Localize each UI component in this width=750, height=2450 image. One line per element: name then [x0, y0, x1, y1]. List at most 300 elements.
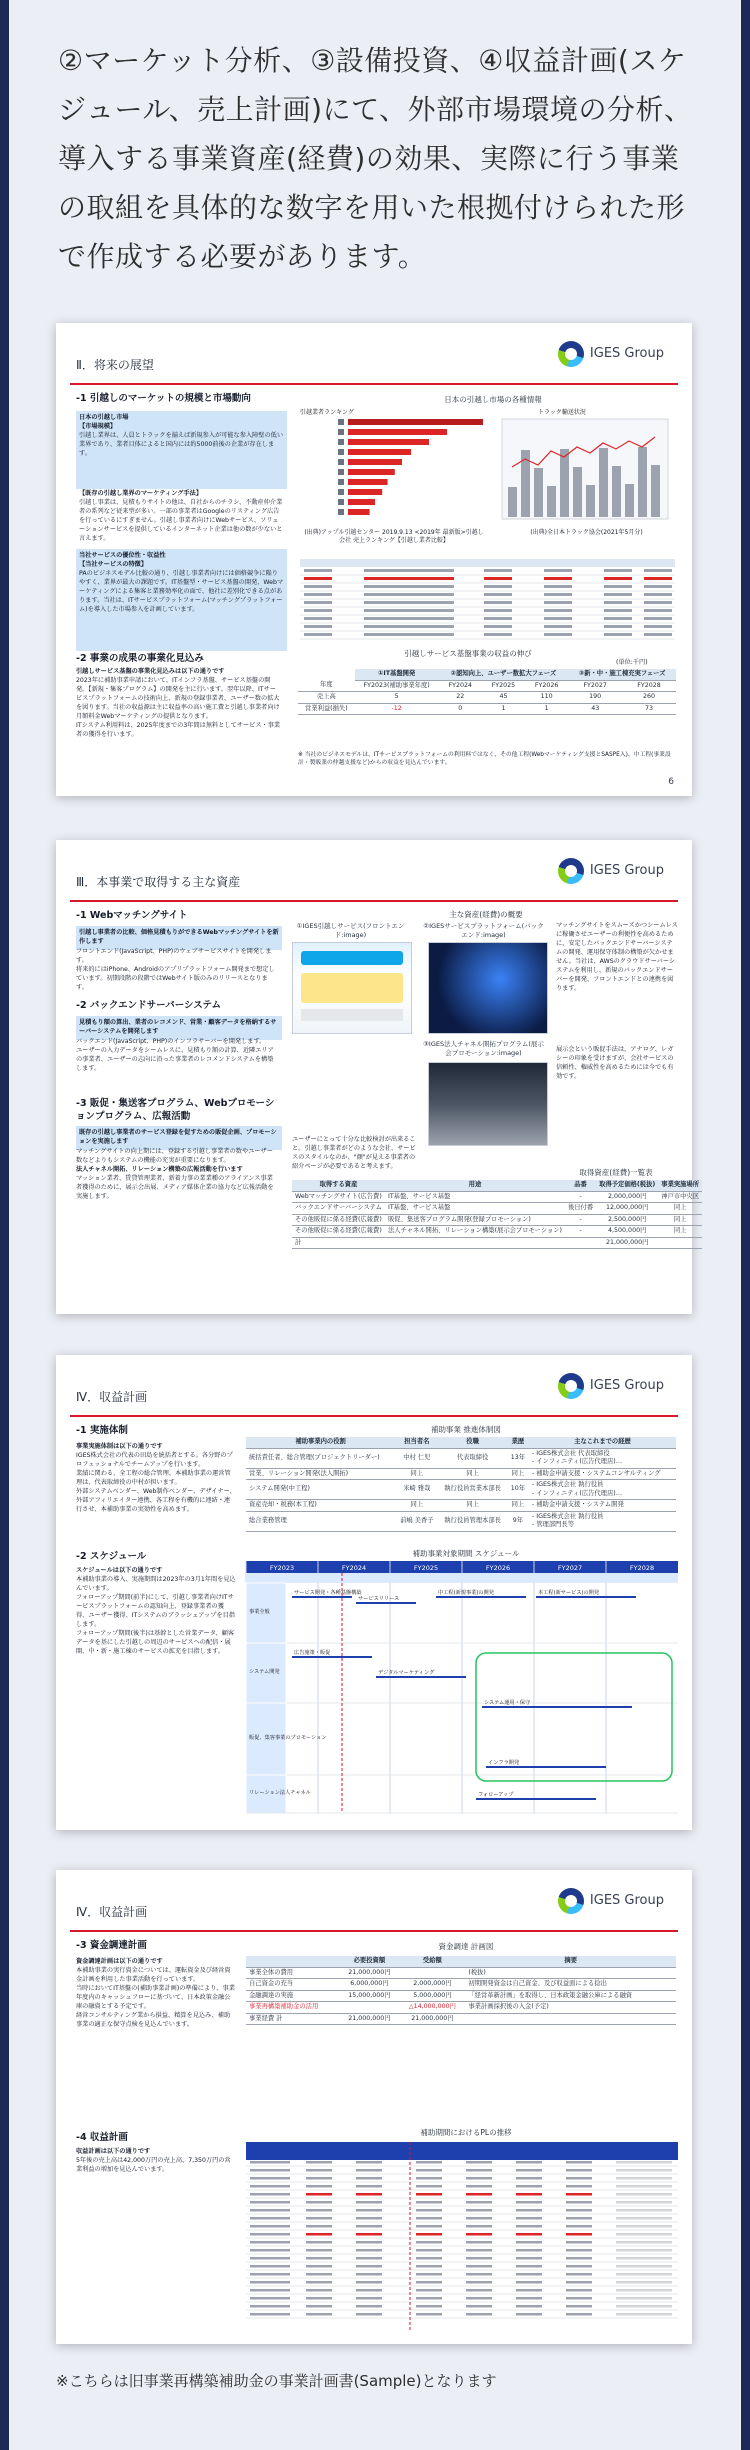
title-rule	[70, 383, 678, 385]
rank-bar	[348, 449, 411, 455]
pl-text-mark	[566, 2161, 592, 2164]
pl-title: 補助期間におけるPLの推移	[420, 2128, 512, 2137]
body: マッション業者、賃貸管理業者、新着力事の業業種のアライアンス事業者獲得のために、展示会出展、メディア媒体企業の協力など広報活動を実施します。	[76, 1174, 274, 1200]
header-row	[292, 1180, 702, 1191]
truck-bar	[534, 468, 543, 517]
pl-text-mark	[516, 2241, 542, 2244]
table-cell	[339, 2002, 399, 2014]
header-row	[298, 680, 676, 692]
pl-text-mark	[356, 2305, 382, 2308]
rank-label-mark	[338, 419, 344, 425]
table-cell: 21,000,000円	[596, 1237, 658, 1249]
pl-text-mark	[250, 2201, 290, 2204]
table-cell	[465, 2013, 676, 2025]
image-caption: ①IGES引越しサービス(フロントエンド:image)	[296, 922, 405, 939]
table-cell: - IGES株式会社 代表取締役 - インフィニティ(広告代理店)…	[529, 1448, 676, 1468]
pl-note-mark	[616, 2265, 672, 2268]
table-text-mark	[364, 609, 454, 612]
table-text-mark	[644, 569, 672, 572]
table-text-mark	[544, 577, 572, 580]
section-heading: -4 収益計画	[76, 2132, 128, 2143]
iges-logo-icon	[558, 1373, 584, 1399]
backend-image	[428, 942, 548, 1034]
table-cell: 2,500,000円	[596, 1214, 658, 1226]
page-title: Ⅳ．収益計画	[76, 1905, 148, 1919]
pl-text-mark	[250, 2313, 290, 2316]
table-text-mark	[644, 585, 672, 588]
body: IGES株式会社の代表の田島を統括者とする。各分野のプロフェッショナルでチームアップを行います。	[76, 1451, 233, 1468]
pl-note-mark	[616, 2297, 672, 2300]
table-cell: IT基盤、サービス基盤	[385, 1191, 565, 1203]
gantt-row-label: 販促、集客事業のプロモーション	[249, 1735, 327, 1741]
gantt-year: FY2027	[557, 1564, 583, 1572]
pl-text-mark	[566, 2289, 592, 2292]
pl-text-mark	[516, 2161, 542, 2164]
table-text-mark	[604, 585, 632, 588]
exhibition-text: 展示会という販促手法は、アナログ、レガシーの印象を受けますが、会社サービスの信頼性、権威性を高めるためには今でも有効です。	[556, 1046, 674, 1080]
title-rule	[70, 1415, 678, 1417]
table-cell: (税抜)	[465, 1967, 676, 1979]
table-text-mark	[484, 601, 512, 604]
pl-note-mark	[616, 2313, 672, 2316]
schedule-gantt	[246, 1561, 678, 1813]
body: 5年後の売上高は42,000万円の売上高、7,350万円の営業利益の増加を見込んでいます。	[76, 2156, 231, 2173]
section-heading: -3 資金調達計画	[76, 1940, 147, 1951]
pl-text-mark	[566, 2233, 592, 2236]
pl-text-mark	[356, 2193, 382, 2196]
pl-text-mark	[516, 2201, 542, 2204]
table-cell	[658, 1237, 702, 1249]
table-row	[292, 1226, 702, 1238]
table-cell: FY2023(補助事業年度)	[355, 680, 439, 692]
pl-text-mark	[516, 2233, 542, 2236]
table-text-mark	[304, 633, 332, 636]
asset-table-title: 取得資産(経費)一覧表	[579, 1168, 653, 1177]
pl-text-mark	[306, 2177, 332, 2180]
pl-text-mark	[250, 2209, 290, 2212]
pl-text-mark	[416, 2297, 442, 2300]
pl-text-mark	[306, 2281, 332, 2284]
subheading: 収益計画は以下の通りです	[76, 2148, 151, 2155]
table-text-mark	[304, 617, 332, 620]
pl-text-mark	[466, 2209, 492, 2212]
table-cell: 同上	[438, 1500, 506, 1512]
pl-text-mark	[466, 2257, 492, 2260]
table-row	[298, 703, 676, 715]
table-text-mark	[364, 577, 454, 580]
pl-text-mark	[566, 2185, 592, 2188]
fund-title: 資金調達 計画図	[438, 1942, 494, 1951]
table-cell: 事業経費 計	[246, 2013, 339, 2025]
table-cell: 10年	[507, 1480, 529, 1500]
table-cell: 神戸市中央区	[658, 1191, 702, 1203]
pl-text-mark	[416, 2217, 442, 2220]
structure-text	[76, 1443, 236, 1515]
pl-text-mark	[356, 2185, 382, 2188]
table-row	[246, 1468, 676, 1480]
table-cell: - 補助金申請支援・システム開発	[529, 1500, 676, 1512]
table-cell: 営業、リレーション開発(法人開拓)	[246, 1468, 395, 1480]
table-cell: 米崎 雅哉	[395, 1480, 438, 1500]
table-cell: 売上高	[298, 692, 355, 704]
pl-text-mark	[566, 2305, 592, 2308]
rank-label-mark	[338, 439, 344, 445]
table-text-mark	[544, 609, 572, 612]
table-cell: FY2027	[568, 680, 622, 692]
table-cell: 13年	[507, 1448, 529, 1468]
section-heading: -2 バックエンドサーバーシステム	[76, 1000, 222, 1011]
table-cell: 260	[622, 692, 676, 704]
pl-note-mark	[616, 2249, 672, 2252]
pl-text-mark	[250, 2305, 290, 2308]
table-header-cell: 主なこれまでの経歴	[529, 1437, 676, 1448]
table-text-mark	[364, 569, 454, 572]
pl-text-mark	[416, 2193, 442, 2196]
table-text-mark	[644, 633, 672, 636]
footer-note: ※こちらは旧事業再構築補助金の事業計画書(Sample)となります	[56, 2372, 497, 2390]
truck-bar	[508, 487, 517, 517]
asset-box	[76, 1126, 282, 1150]
market-size-box	[76, 411, 287, 489]
pl-note-mark	[616, 2257, 672, 2260]
table-text-mark	[604, 577, 632, 580]
pl-text-mark	[306, 2297, 332, 2300]
pl-text-mark	[566, 2217, 592, 2220]
pl-text-mark	[516, 2249, 542, 2252]
iges-logo-icon	[558, 1888, 584, 1914]
pl-text-mark	[250, 2257, 290, 2260]
pl-text-mark	[356, 2169, 382, 2172]
table-cell: 年度	[298, 680, 355, 692]
rank-label-mark	[338, 499, 344, 505]
gantt-title: 補助事業対象期間 スケジュール	[412, 1549, 520, 1558]
table-row	[292, 1191, 702, 1203]
pl-text-mark	[566, 2225, 592, 2228]
pl-text-mark	[566, 2265, 592, 2268]
table-cell: 自己資金の充当	[246, 1979, 339, 1991]
table-cell: 初期開発資金は自己資金、及び収益面による捻出	[465, 1979, 676, 1991]
title-rule	[70, 900, 678, 902]
pl-text-mark	[466, 2193, 492, 2196]
pl-text-mark	[306, 2289, 332, 2292]
rank-bar	[348, 459, 402, 465]
pl-text-mark	[416, 2177, 442, 2180]
table-text-mark	[304, 625, 332, 628]
table-cell: 73	[622, 703, 676, 715]
table-cell: FY2026	[525, 680, 568, 692]
table-header-cell: 品番	[565, 1180, 596, 1191]
table-caption: 引越しサービス基盤事業の収益の伸び	[404, 649, 532, 658]
pl-text-mark	[566, 2257, 592, 2260]
pl-text-mark	[356, 2273, 382, 2276]
table-text-mark	[364, 617, 454, 620]
body: フォローアップ期間(前半)にして、引越し事業者向けITサービスプラットフォームの認知向上、登録事業者の獲得、ユーザー獲得、ITシステムのブラッシュアップを目指します。	[76, 1593, 235, 1628]
box-heading: 日本の引越し市場	[79, 414, 129, 421]
pl-text-mark	[516, 2177, 542, 2180]
table-row	[246, 2013, 676, 2025]
pl-text-mark	[250, 2217, 290, 2220]
header-row	[246, 1437, 676, 1448]
table-cell: IT基盤、サービス基盤	[385, 1203, 565, 1215]
rank-bar	[348, 439, 429, 445]
table-cell: 統括責任者、総合管理(プロジェクトリーダー)	[246, 1448, 395, 1468]
table-row	[292, 1214, 702, 1226]
table-cell: 4,500,000円	[596, 1226, 658, 1238]
table-text-mark	[484, 617, 512, 620]
table-text-mark	[644, 601, 672, 604]
iges-logo-icon	[558, 858, 584, 884]
table-cell	[385, 1237, 565, 1249]
box-body: 引越し業界は、人員とトラックを揃えば新規参入が可能な参入障壁の低い業界であり、業者目体によると国内には約5000前後の企業が存在します。	[79, 431, 284, 457]
table-cell: 21,000,000円	[339, 2013, 399, 2025]
table-row	[292, 1237, 702, 1249]
table-header-cell: 摘要	[465, 1956, 676, 1967]
table-cell: 同上	[507, 1468, 529, 1480]
table-text-mark	[364, 625, 454, 628]
pl-note-mark	[616, 2281, 672, 2284]
pl-text-mark	[466, 2313, 492, 2316]
gantt-year: FY2025	[413, 1564, 439, 1572]
table-cell: 事業計画採択後の入金(予定)	[465, 2002, 676, 2014]
table-text-mark	[484, 569, 512, 572]
pl-note-mark	[616, 2305, 672, 2308]
pl-text-mark	[466, 2169, 492, 2172]
table-cell: 販促、集送客プログラム開発(登録プロモーション)	[385, 1214, 565, 1226]
pl-text-mark	[250, 2241, 290, 2244]
pl-text-mark	[250, 2281, 290, 2284]
table-row	[246, 2002, 676, 2014]
pl-text-mark	[466, 2249, 492, 2252]
table-cell: 執行役員管理本部長	[438, 1511, 506, 1531]
pl-text-mark	[466, 2225, 492, 2228]
table-text-mark	[484, 577, 512, 580]
pl-text-mark	[516, 2209, 542, 2212]
pl-text-mark	[250, 2225, 290, 2228]
page-title: Ⅳ．収益計画	[76, 1390, 148, 1404]
rank-bar	[348, 469, 395, 475]
pl-text-mark	[466, 2273, 492, 2276]
chart-label: 引越業者ランキング	[300, 409, 354, 416]
pl-text-mark	[516, 2169, 542, 2172]
pl-text-mark	[306, 2209, 332, 2212]
table-cell: 22	[439, 692, 482, 704]
pl-text-mark	[306, 2249, 332, 2252]
body: フォローアップ期間(後半)は基幹とした営業データ、顧客データを基にした引越しの周辺のサービスへの配信・展開、中・新・施工棟のサービスの拡充を目指します。	[76, 1629, 235, 1655]
table-cell: 資産売却・税務(本工程)	[246, 1500, 395, 1512]
pl-text-mark	[416, 2305, 442, 2308]
table-text-mark	[604, 633, 632, 636]
pl-text-mark	[466, 2289, 492, 2292]
pl-text-mark	[516, 2257, 542, 2260]
exhibition-image	[428, 1062, 548, 1146]
phase-cell: ③新・中・施工棟充実フェーズ	[568, 669, 676, 680]
table-cell: FY2028	[622, 680, 676, 692]
image-caption: ③IGES法人チャネル開拓プログラム(展示会プロモーション:image)	[423, 1040, 544, 1057]
gantt-row-label: システム開発	[249, 1669, 280, 1675]
pl-text-mark	[306, 2201, 332, 2204]
pl-text-mark	[466, 2305, 492, 2308]
pl-text-mark	[306, 2257, 332, 2260]
pl-text-mark	[250, 2233, 290, 2236]
gantt-task-label: インフラ開発	[488, 1760, 520, 1766]
body: 2023年に補助事業申請において、ITインフラ基盤、サービス基盤の開発。【新規・集客プログラム】の開発を主に行います。翌年以降、ITサービスプラットフォームの技術向上、新規の登録事業者、ユーザー数の拡大を図ります。当社の収益源は主に収益率の高い施工費と引越し事業者向け月額料金Webマーケティングの提供となります。	[76, 676, 280, 720]
table-cell	[399, 1967, 465, 1979]
table-header	[300, 559, 675, 567]
funding-text	[76, 1958, 236, 2030]
table-cell: 事業再構築補助金の活用	[246, 2002, 339, 2014]
pl-text-mark	[466, 2281, 492, 2284]
pl-text-mark	[466, 2177, 492, 2180]
pl-text-mark	[250, 2297, 290, 2300]
table-cell: - 補助金申請支援・システムコンサルティング	[529, 1468, 676, 1480]
table-cell: 同上	[438, 1468, 506, 1480]
table-cell: 110	[525, 692, 568, 704]
table-text-mark	[364, 593, 454, 596]
body: 本補助事業の実行資金については、運転資金及び経営資金計画を利用した事業活動を行っています。	[76, 1966, 231, 1983]
pl-text-mark	[466, 2241, 492, 2244]
table-header-cell: 受給額	[399, 1956, 465, 1967]
site-hero-block	[301, 973, 403, 1003]
asset-table	[292, 1180, 702, 1249]
pl-text-mark	[516, 2193, 542, 2196]
table-cell: -	[565, 1191, 596, 1203]
gantt-task-label: サービス開発・各種基盤構築	[294, 1590, 362, 1596]
pl-text-mark	[466, 2201, 492, 2204]
subheading: 法人チャネル開拓、リレーション構築の広報活動を行います	[76, 1165, 243, 1173]
table-text-mark	[604, 569, 632, 572]
table-text-mark	[544, 617, 572, 620]
body: マッチングサイトの向上期には、登録する引越し事業者の数やユーザー数などよりもシステムの機能の充実が重要になります。	[76, 1148, 273, 1164]
table-text-mark	[484, 593, 512, 596]
truck-bar	[573, 467, 582, 517]
revenue-table	[298, 669, 676, 715]
table-row	[246, 1990, 676, 2002]
table-cell: Webマッチングサイト(広告費)	[292, 1191, 385, 1203]
pl-text-mark	[356, 2297, 382, 2300]
pl-text-mark	[516, 2313, 542, 2316]
body: ITシステム利用料は、2025年度までの3年間は無料としてサービス・事業者の獲得を行います。	[76, 721, 281, 738]
pl-text-mark	[516, 2305, 542, 2308]
box-heading: 当社サービスの優位性・収益性	[79, 552, 166, 559]
gantt-task-label: 中工程(新規事業)の開発	[438, 1590, 494, 1596]
pl-text-mark	[306, 2265, 332, 2268]
pl-text-mark	[566, 2313, 592, 2316]
pl-text-mark	[416, 2257, 442, 2260]
pl-note-mark	[616, 2233, 672, 2236]
rank-label-mark	[338, 479, 344, 485]
pl-text-mark	[250, 2185, 290, 2188]
table-cell: バックエンドサーバーシステム	[292, 1203, 385, 1215]
pl-note-mark	[616, 2217, 672, 2220]
pl-text-mark	[416, 2161, 442, 2164]
rank-bar	[348, 429, 447, 435]
pl-text-mark	[566, 2209, 592, 2212]
brand-logo	[558, 1373, 664, 1399]
table-cell: 2,000,000円	[596, 1191, 658, 1203]
table-header-cell: 取得予定価格(税抜)	[596, 1180, 658, 1191]
table-row	[292, 1203, 702, 1215]
table-text-mark	[304, 609, 332, 612]
truck-bar	[651, 465, 660, 517]
brand-logo	[558, 341, 664, 367]
image-caption: ②IGESサービスプラットフォーム(バックエンド:image)	[423, 922, 544, 939]
chart-caption: (出典)全日本トラック協会(2021年5月分)	[530, 529, 643, 536]
table-text-mark	[544, 625, 572, 628]
section-heading: -1 Webマッチングサイト	[76, 910, 188, 921]
table-header-cell: 補助事業内の役割	[246, 1437, 395, 1448]
subheading: 事業実施体制は以下の通りです	[76, 1443, 163, 1450]
table-header-cell: 取得する資産	[292, 1180, 385, 1191]
pl-text-mark	[356, 2225, 382, 2228]
ranking-chart	[298, 407, 493, 525]
table-text-mark	[544, 585, 572, 588]
gantt-task-label: 広告施策・販促	[294, 1650, 331, 1656]
truck-bar	[547, 486, 556, 517]
pl-text-mark	[566, 2201, 592, 2204]
table-header-cell: 事業実施場所	[658, 1180, 702, 1191]
section-heading: -1 引越しのマーケットの規模と市場動向	[76, 393, 251, 404]
table-cell: 「経営革新計画」を取得し、日本政策金融公庫による融資	[465, 1990, 676, 2002]
unit-label: (単位:千円)	[616, 659, 648, 666]
pl-text-mark	[516, 2217, 542, 2220]
rank-bar	[348, 489, 382, 495]
pl-text-mark	[516, 2225, 542, 2228]
left-frame-bar	[0, 0, 9, 2450]
page-number: 6	[668, 776, 674, 787]
table-row	[298, 692, 676, 704]
rank-label-mark	[338, 489, 344, 495]
pl-text-mark	[356, 2177, 382, 2180]
pl-text-mark	[416, 2233, 442, 2236]
table-cell: -	[565, 1226, 596, 1238]
gantt-task-label: 本工程(新サービス)の開発	[538, 1590, 600, 1596]
table-cell	[565, 1237, 596, 1249]
pl-text-mark	[566, 2273, 592, 2276]
pl-text-mark	[250, 2289, 290, 2292]
table-cell: 21,000,000円	[399, 2013, 465, 2025]
table-cell: 2,000,000円	[399, 1979, 465, 1991]
pl-note-mark	[616, 2177, 672, 2180]
table-cell: システム開発(中工程)	[246, 1480, 395, 1500]
table-row	[246, 1511, 676, 1531]
assets-overview-title: 主な資産(経費)の概要	[449, 910, 523, 919]
table-text-mark	[304, 577, 332, 580]
table-row	[246, 1480, 676, 1500]
table-cell: 同上	[395, 1468, 438, 1480]
page-title: Ⅱ．将来の展望	[76, 358, 154, 372]
pl-text-mark	[306, 2273, 332, 2276]
phase-cell: ②認知向上、ユーザー数拡大フェーズ	[439, 669, 569, 680]
table-text-mark	[544, 569, 572, 572]
pl-text-mark	[516, 2265, 542, 2268]
pl-text-mark	[416, 2241, 442, 2244]
table-cell: 6,000,000円	[339, 1979, 399, 1991]
table-cell: 5,000,000円	[399, 1990, 465, 2002]
pl-text-mark	[516, 2297, 542, 2300]
org-title: 補助事業 推進体制図	[431, 1425, 501, 1434]
table-text-mark	[304, 601, 332, 604]
truck-bar	[560, 449, 569, 517]
body: フロントエンド(JavaScript、PHP)のウェブサービスサイトを開発します。	[76, 948, 272, 964]
table-row	[246, 1448, 676, 1468]
brand-name: IGES Group	[589, 346, 664, 362]
pl-text-mark	[356, 2265, 382, 2268]
table-text-mark	[484, 609, 512, 612]
sample-page-revenue-plan	[56, 1355, 692, 1830]
brand-logo	[558, 1888, 664, 1914]
table-cell: 前嶋 美香子	[395, 1511, 438, 1531]
site-content-block	[301, 1009, 403, 1021]
